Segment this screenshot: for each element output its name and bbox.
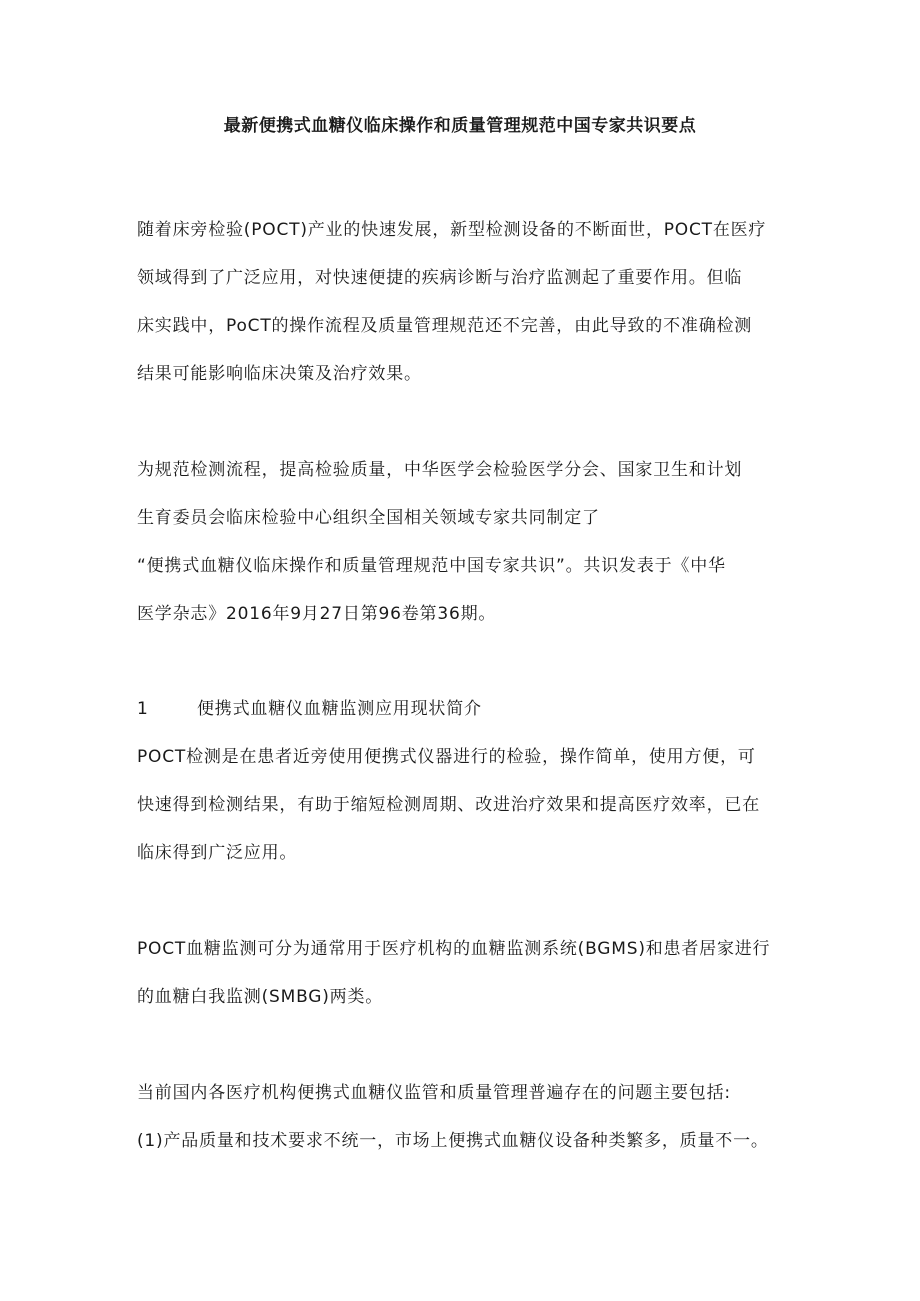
- section-heading-text: 便携式血糖仪血糖监测应用现状简介: [197, 699, 482, 719]
- paragraph-1-line: 领域得到了广泛应用，对快速便捷的疾病诊断与治疗监测起了重要作用。但临: [137, 268, 743, 288]
- section-number: 1: [137, 699, 149, 719]
- paragraph-1-line: 结果可能影响临床决策及治疗效果。: [137, 364, 422, 384]
- document-title: 最新便携式血糖仪临床操作和质量管理规范中国专家共识要点: [223, 116, 697, 136]
- paragraph-2-line: “便携式血糖仪临床操作和质量管理规范中国专家共识”。共识发表于《中华: [137, 556, 726, 576]
- paragraph-1-line: 床实践中，PoCT的操作流程及质量管理规范还不完善，由此导致的不准确检测: [137, 316, 753, 336]
- paragraph-3-line: 快速得到检测结果，有助于缩短检测周期、改进治疗效果和提高医疗效率，已在: [137, 795, 760, 815]
- section-1-heading: [137, 697, 482, 721]
- paragraph-4-line: POCT血糖监测可分为通常用于医疗机构的血糖监测系统(BGMS)和患者居家进行: [137, 939, 771, 959]
- paragraph-4-line: 的血糖白我监测(SMBG)两类。: [137, 987, 384, 1007]
- paragraph-2-line: 生育委员会临床检验中心组织全国相关领域专家共同制定了: [137, 508, 600, 528]
- paragraph-3-line: 临床得到广泛应用。: [137, 843, 298, 863]
- paragraph-5-line: (1)产品质量和技术要求不统一，市场上便携式血糖仪设备种类繁多，质量不一。: [137, 1131, 769, 1151]
- paragraph-5-line: 当前国内各医疗机构便携式血糖仪监管和质量管理普遍存在的问题主要包括:: [137, 1083, 731, 1103]
- paragraph-2-line: 医学杂志》2016年9月27日第96卷第36期。: [137, 604, 497, 624]
- paragraph-3-line: POCT检测是在患者近旁使用便携式仪器进行的检验，操作简单，使用方便，可: [137, 747, 756, 767]
- paragraph-1-line: 随着床旁检验(POCT)产业的快速发展，新型检测设备的不断面世，POCT在医疗: [137, 220, 767, 240]
- paragraph-2-line: 为规范检测流程，提高检验质量，中华医学会检验医学分会、国家卫生和计划: [137, 460, 743, 480]
